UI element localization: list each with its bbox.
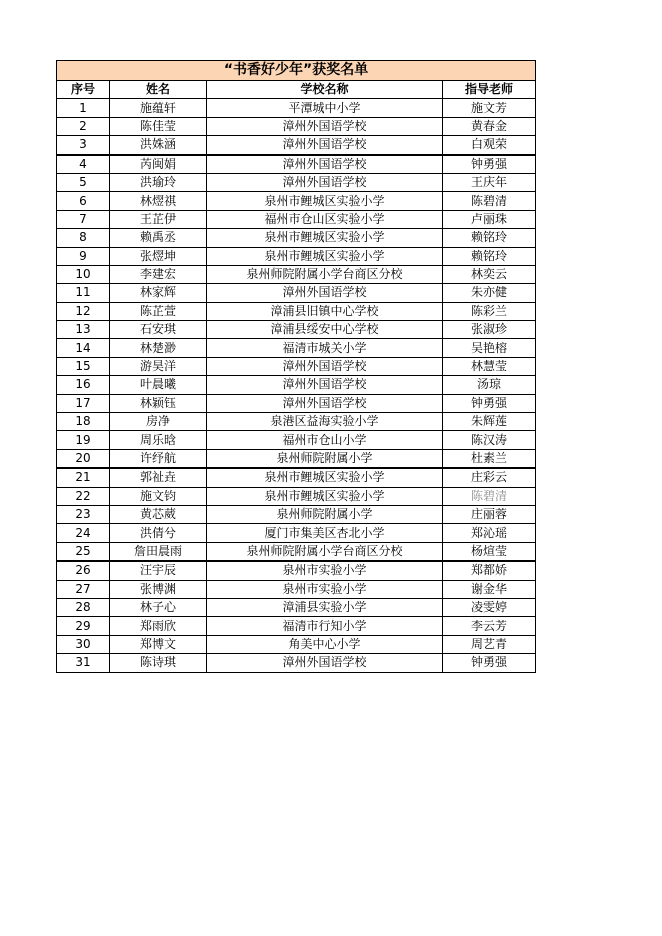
- cell-teacher-name[interactable]: 张淑珍: [443, 321, 536, 339]
- cell-school-name[interactable]: 平潭城中小学: [207, 99, 443, 117]
- cell-serial[interactable]: 5: [57, 173, 110, 191]
- header-teacher[interactable]: 指导老师: [443, 81, 536, 99]
- cell-school-name[interactable]: 泉州市实验小学: [207, 580, 443, 598]
- cell-serial[interactable]: 25: [57, 542, 110, 561]
- cell-student-name[interactable]: 林楚渺: [110, 339, 207, 357]
- cell-student-name[interactable]: 叶晨曦: [110, 376, 207, 394]
- cell-school-name[interactable]: 角美中心小学: [207, 635, 443, 653]
- cell-teacher-name[interactable]: 陈碧清: [443, 192, 536, 210]
- award-list-sheet: [56, 60, 535, 673]
- table-body: [57, 99, 536, 672]
- cell-school-name[interactable]: 泉州市鲤城区实验小学: [207, 247, 443, 265]
- cell-serial[interactable]: 21: [57, 468, 110, 487]
- cell-student-name[interactable]: 詹田晨雨: [110, 542, 207, 561]
- cell-teacher-name[interactable]: 林奕云: [443, 265, 536, 283]
- table-row: [57, 617, 536, 635]
- cell-serial[interactable]: 2: [57, 117, 110, 135]
- cell-serial[interactable]: 20: [57, 449, 110, 468]
- table-row: [57, 247, 536, 265]
- cell-teacher-name[interactable]: 黄春金: [443, 117, 536, 135]
- cell-school-name[interactable]: 泉州市鲤城区实验小学: [207, 229, 443, 247]
- cell-student-name[interactable]: 张博渊: [110, 580, 207, 598]
- cell-school-name[interactable]: 福清市行知小学: [207, 617, 443, 635]
- table-row: [57, 654, 536, 672]
- cell-student-name[interactable]: 张熤坤: [110, 247, 207, 265]
- award-table: [56, 60, 536, 673]
- cell-serial[interactable]: 14: [57, 339, 110, 357]
- cell-serial[interactable]: 10: [57, 265, 110, 283]
- cell-student-name[interactable]: 芮闽娟: [110, 155, 207, 174]
- cell-school-name[interactable]: 漳州外国语学校: [207, 117, 443, 135]
- cell-teacher-name[interactable]: 赖铭玲: [443, 229, 536, 247]
- cell-student-name[interactable]: 郑博文: [110, 635, 207, 653]
- cell-teacher-name[interactable]: 吴艳榕: [443, 339, 536, 357]
- cell-student-name[interactable]: 洪倩兮: [110, 524, 207, 542]
- table-row: [57, 155, 536, 174]
- header-name[interactable]: 姓名: [110, 81, 207, 99]
- table-row: [57, 635, 536, 653]
- table-row: [57, 580, 536, 598]
- cell-school-name[interactable]: 福州市仓山区实验小学: [207, 210, 443, 228]
- table-row: [57, 265, 536, 283]
- table-row: [57, 136, 536, 155]
- cell-serial[interactable]: 28: [57, 598, 110, 616]
- cell-school-name[interactable]: 泉州市鲤城区实验小学: [207, 192, 443, 210]
- cell-serial[interactable]: 30: [57, 635, 110, 653]
- cell-serial[interactable]: 24: [57, 524, 110, 542]
- cell-school-name[interactable]: 泉州师院附属小学: [207, 505, 443, 523]
- cell-school-name[interactable]: 漳浦县实验小学: [207, 598, 443, 616]
- cell-school-name[interactable]: 漳州外国语学校: [207, 136, 443, 155]
- cell-serial[interactable]: 16: [57, 376, 110, 394]
- table-row: [57, 284, 536, 302]
- cell-serial[interactable]: 8: [57, 229, 110, 247]
- cell-serial[interactable]: 23: [57, 505, 110, 523]
- cell-serial[interactable]: 31: [57, 654, 110, 672]
- cell-student-name[interactable]: 游昊洋: [110, 357, 207, 375]
- cell-student-name[interactable]: 林子心: [110, 598, 207, 616]
- cell-serial[interactable]: 3: [57, 136, 110, 155]
- cell-teacher-name[interactable]: 陈彩兰: [443, 302, 536, 320]
- table-row: [57, 413, 536, 431]
- cell-serial[interactable]: 6: [57, 192, 110, 210]
- cell-school-name[interactable]: 漳浦县绥安中心学校: [207, 321, 443, 339]
- table-row: [57, 394, 536, 412]
- cell-serial[interactable]: 19: [57, 431, 110, 449]
- cell-student-name[interactable]: 林熤祺: [110, 192, 207, 210]
- table-row: [57, 339, 536, 357]
- table-row: [57, 210, 536, 228]
- table-row: [57, 99, 536, 117]
- table-row: [57, 468, 536, 487]
- cell-teacher-name[interactable]: 汤琼: [443, 376, 536, 394]
- cell-school-name[interactable]: 漳州外国语学校: [207, 357, 443, 375]
- cell-school-name[interactable]: 泉港区益海实验小学: [207, 413, 443, 431]
- cell-serial[interactable]: 4: [57, 155, 110, 174]
- cell-school-name[interactable]: 漳州外国语学校: [207, 376, 443, 394]
- table-row: [57, 505, 536, 523]
- cell-teacher-name[interactable]: 朱亦健: [443, 284, 536, 302]
- cell-student-name[interactable]: 陈佳莹: [110, 117, 207, 135]
- cell-student-name[interactable]: 李建宏: [110, 265, 207, 283]
- cell-student-name[interactable]: 许纾航: [110, 449, 207, 468]
- cell-school-name[interactable]: 漳州外国语学校: [207, 654, 443, 672]
- cell-student-name[interactable]: 林颖钰: [110, 394, 207, 412]
- cell-school-name[interactable]: 漳浦县旧镇中心学校: [207, 302, 443, 320]
- cell-teacher-name[interactable]: 周艺青: [443, 635, 536, 653]
- cell-serial[interactable]: 15: [57, 357, 110, 375]
- cell-school-name[interactable]: 泉州市实验小学: [207, 561, 443, 580]
- cell-student-name[interactable]: 郭祉垚: [110, 468, 207, 487]
- cell-serial[interactable]: 11: [57, 284, 110, 302]
- cell-teacher-name[interactable]: 赖铭玲: [443, 247, 536, 265]
- table-row: [57, 192, 536, 210]
- cell-teacher-name[interactable]: 杜素兰: [443, 449, 536, 468]
- cell-school-name[interactable]: 泉州市鲤城区实验小学: [207, 487, 443, 505]
- cell-school-name[interactable]: 漳州外国语学校: [207, 284, 443, 302]
- cell-teacher-name[interactable]: 钟勇强: [443, 654, 536, 672]
- table-row: [57, 561, 536, 580]
- cell-teacher-name[interactable]: 白观荣: [443, 136, 536, 155]
- cell-school-name[interactable]: 厦门市集美区杏北小学: [207, 524, 443, 542]
- cell-serial[interactable]: 27: [57, 580, 110, 598]
- header-row: [57, 81, 536, 99]
- cell-student-name[interactable]: 洪姝涵: [110, 136, 207, 155]
- cell-teacher-name[interactable]: 朱辉莲: [443, 413, 536, 431]
- cell-serial[interactable]: 29: [57, 617, 110, 635]
- cell-school-name[interactable]: 漳州外国语学校: [207, 173, 443, 191]
- cell-student-name[interactable]: 施文钧: [110, 487, 207, 505]
- cell-student-name[interactable]: 陈芷萱: [110, 302, 207, 320]
- table-row: [57, 487, 536, 505]
- cell-teacher-name[interactable]: 郑沁瑶: [443, 524, 536, 542]
- cell-school-name[interactable]: 泉州师院附属小学: [207, 449, 443, 468]
- cell-serial[interactable]: 9: [57, 247, 110, 265]
- cell-student-name[interactable]: 汪宇辰: [110, 561, 207, 580]
- cell-student-name[interactable]: 石安琪: [110, 321, 207, 339]
- cell-teacher-name[interactable]: 陈碧清: [443, 487, 536, 505]
- cell-serial[interactable]: 17: [57, 394, 110, 412]
- table-row: [57, 302, 536, 320]
- title-row: [57, 61, 536, 81]
- cell-school-name[interactable]: 福清市城关小学: [207, 339, 443, 357]
- table-row: [57, 229, 536, 247]
- table-row: [57, 542, 536, 561]
- cell-teacher-name[interactable]: 杨煊莹: [443, 542, 536, 561]
- cell-school-name[interactable]: 漳州外国语学校: [207, 155, 443, 174]
- header-serial[interactable]: 序号: [57, 81, 110, 99]
- cell-serial[interactable]: 12: [57, 302, 110, 320]
- cell-serial[interactable]: 18: [57, 413, 110, 431]
- table-row: [57, 321, 536, 339]
- cell-student-name[interactable]: 黄芯葳: [110, 505, 207, 523]
- cell-student-name[interactable]: 郑雨欣: [110, 617, 207, 635]
- cell-student-name[interactable]: 洪瑜玲: [110, 173, 207, 191]
- cell-school-name[interactable]: 泉州师院附属小学台商区分校: [207, 542, 443, 561]
- cell-teacher-name[interactable]: 庄彩云: [443, 468, 536, 487]
- table-row: [57, 173, 536, 191]
- cell-teacher-name[interactable]: 谢金华: [443, 580, 536, 598]
- cell-teacher-name[interactable]: 陈汉涛: [443, 431, 536, 449]
- cell-serial[interactable]: 1: [57, 99, 110, 117]
- cell-school-name[interactable]: 漳州外国语学校: [207, 394, 443, 412]
- table-row: [57, 431, 536, 449]
- cell-teacher-name[interactable]: 施文芳: [443, 99, 536, 117]
- table-title[interactable]: “书香好少年”获奖名单: [57, 61, 536, 81]
- cell-teacher-name[interactable]: 郑都娇: [443, 561, 536, 580]
- cell-school-name[interactable]: 福州市仓山小学: [207, 431, 443, 449]
- table-row: [57, 449, 536, 468]
- table-row: [57, 117, 536, 135]
- cell-teacher-name[interactable]: 庄丽蓉: [443, 505, 536, 523]
- table-row: [57, 598, 536, 616]
- cell-student-name[interactable]: 陈诗琪: [110, 654, 207, 672]
- header-school[interactable]: 学校名称: [207, 81, 443, 99]
- table-row: [57, 357, 536, 375]
- cell-school-name[interactable]: 泉州师院附属小学台商区分校: [207, 265, 443, 283]
- cell-teacher-name[interactable]: 林慧莹: [443, 357, 536, 375]
- cell-student-name[interactable]: 赖禹丞: [110, 229, 207, 247]
- cell-teacher-name[interactable]: 钟勇强: [443, 155, 536, 174]
- cell-student-name[interactable]: 施蕴轩: [110, 99, 207, 117]
- cell-serial[interactable]: 22: [57, 487, 110, 505]
- cell-student-name[interactable]: 林家辉: [110, 284, 207, 302]
- cell-teacher-name[interactable]: 李云芳: [443, 617, 536, 635]
- cell-teacher-name[interactable]: 钟勇强: [443, 394, 536, 412]
- cell-teacher-name[interactable]: 凌雯婷: [443, 598, 536, 616]
- cell-serial[interactable]: 26: [57, 561, 110, 580]
- cell-student-name[interactable]: 房净: [110, 413, 207, 431]
- cell-serial[interactable]: 13: [57, 321, 110, 339]
- cell-teacher-name[interactable]: 王庆年: [443, 173, 536, 191]
- cell-student-name[interactable]: 周乐晗: [110, 431, 207, 449]
- cell-serial[interactable]: 7: [57, 210, 110, 228]
- cell-teacher-name[interactable]: 卢丽珠: [443, 210, 536, 228]
- cell-school-name[interactable]: 泉州市鲤城区实验小学: [207, 468, 443, 487]
- cell-student-name[interactable]: 王芷伊: [110, 210, 207, 228]
- table-row: [57, 376, 536, 394]
- table-row: [57, 524, 536, 542]
